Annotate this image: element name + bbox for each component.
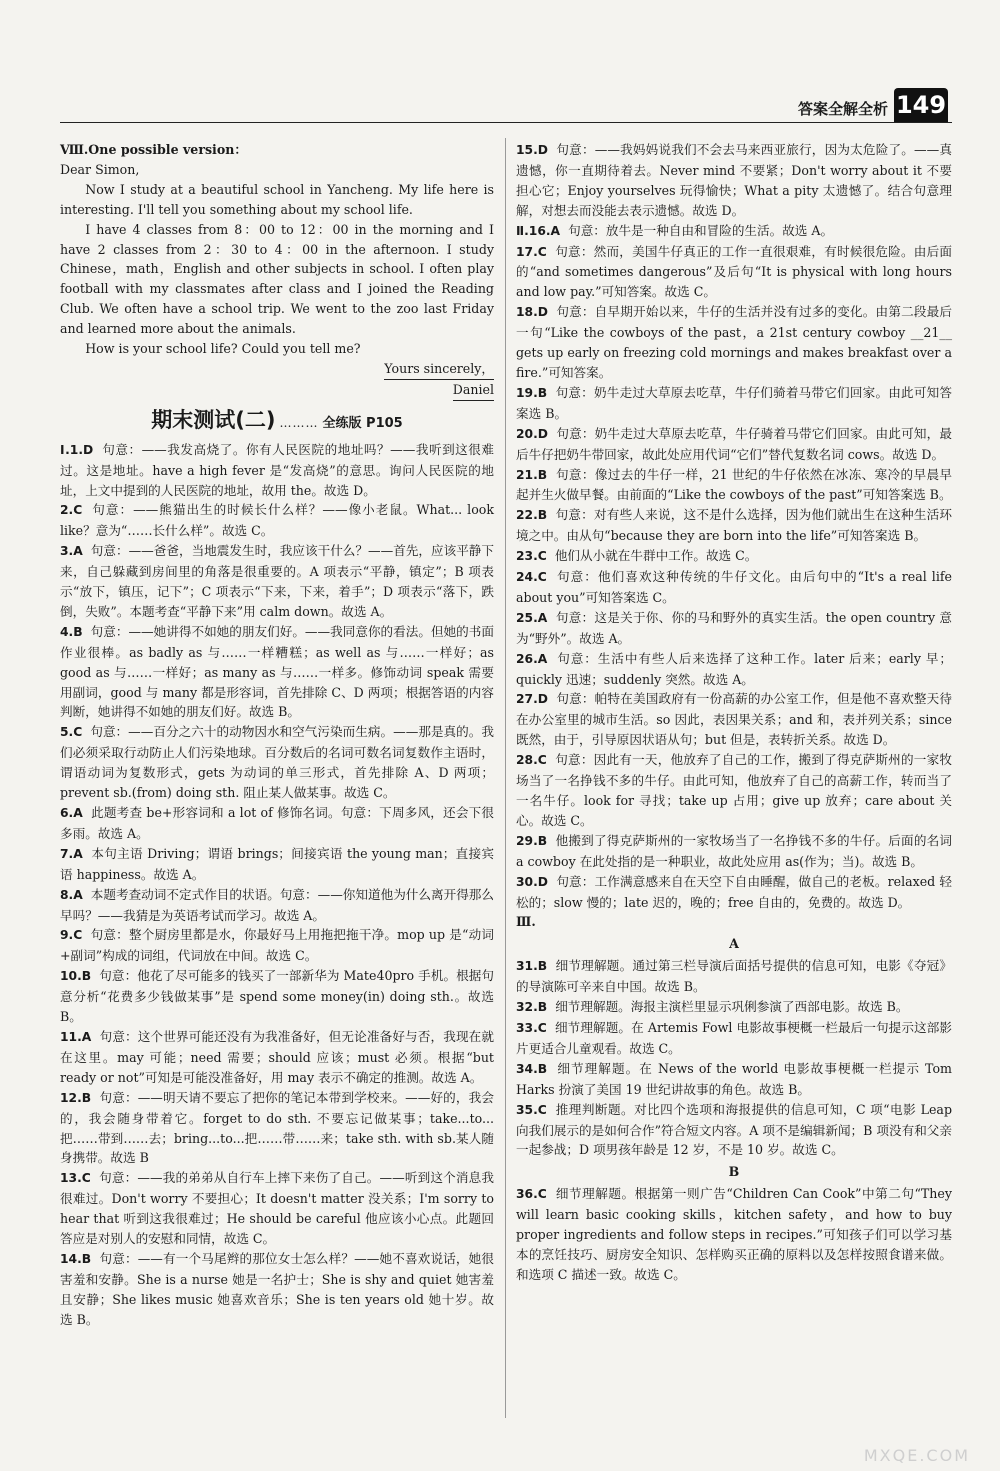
answer-list-part3b	[516, 1184, 952, 1285]
letter-greeting: Dear Simon,	[60, 161, 140, 177]
part3-label: Ⅲ.	[516, 914, 536, 930]
answer-item	[516, 1184, 952, 1285]
answer-item	[60, 622, 494, 723]
answer-number: 23.C	[516, 549, 547, 564]
answer-explanation: 细节理解题。在 News of the world 电影故事梗概一栏提示 Tom Harks 扮演了美国 19 世纪讲故事的角色。故选 B。	[516, 1060, 952, 1097]
answer-item	[516, 424, 952, 465]
answer-explanation: 句意：工作满意感来自在天空下自由睡醒，做自己的老板。relaxed 轻松的；slow 慢的；late 迟的，晚的；free 自由的，免费的。故选 D。	[516, 873, 952, 910]
answer-explanation: 句意：生活中有些人后来选择了这种工作。later 后来；early 早；quickly 迅速；suddenly 突然。故选 A。	[516, 650, 952, 687]
answer-explanation: 句意：——爸爸，当地震发生时，我应该干什么？——首先，应该平静下来，自己躲藏到房间里的角落是很重要的。A 项表示“平静，镇定”；B 项表示“放下，镇压，记下”；C 项表示“下来，下来，着手”；D 项表示“落下，跌倒，失败”。本题考查“平静下来”用 calm down。故选 A。	[60, 543, 495, 619]
answer-item	[60, 722, 494, 803]
answer-item	[516, 383, 952, 424]
answer-explanation: 本句主语 Driving；谓语 brings；间接宾语 the young man；直接宾语 happiness。故选 A。	[60, 845, 494, 882]
answer-explanation: 句意：自早期开始以来，牛仔的生活并没有过多的变化。由第二段最后一句“Like the cowboys of the past，a 21st century cowboy __21__ gets up early on freezing cold mornings and makes breakfast over a fire.”可知答案。	[516, 304, 952, 380]
answer-item	[60, 925, 494, 966]
letter-closing: Yours sincerely，	[60, 359, 494, 380]
answer-explanation: 本题考查动词不定式作目的状语。句意：——你知道他为什么离开得那么早吗？——我猜是为英语考试而学习。故选 A。	[60, 886, 495, 923]
answer-number: 21.B	[516, 467, 548, 482]
answer-number: 36.C	[516, 1187, 547, 1202]
left-column	[60, 140, 494, 1330]
answer-item	[60, 1249, 494, 1330]
answer-number: 35.C	[516, 1102, 547, 1117]
answer-number: 14.B	[60, 1251, 92, 1266]
answer-list-left	[60, 440, 494, 1330]
answer-number: 9.C	[60, 928, 83, 943]
answer-number: 26.A	[516, 651, 548, 666]
answer-explanation: 此题考查 be+形容词和 a lot of 修饰名词。句意：下周多风，还会下很多雨。故选 A。	[60, 805, 494, 841]
answer-number: 12.B	[60, 1090, 92, 1105]
right-column	[516, 140, 952, 1285]
answer-item	[516, 465, 952, 506]
watermark: MXQE.COM	[863, 1446, 970, 1465]
answer-item	[60, 844, 494, 885]
answer-item	[60, 803, 494, 844]
answer-number: 24.C	[516, 570, 547, 585]
answer-number: 20.D	[516, 426, 548, 441]
answer-number: 8.A	[60, 887, 83, 902]
letter-paragraph: How is your school life? Could you tell me?	[85, 341, 361, 357]
letter-signature: Daniel	[60, 380, 494, 401]
answer-item	[516, 872, 952, 913]
answer-explanation: 句意：他们喜欢这种传统的牛仔文化。由后句中的“It's a real life about you”可知答案选 C。	[516, 569, 952, 605]
answer-item	[60, 541, 494, 622]
answer-explanation: 细节理解题。海报主演栏里显示巩俐参演了西部电影。故选 B。	[555, 999, 909, 1015]
header-rule	[60, 122, 952, 123]
answer-number: 18.D	[516, 305, 548, 320]
answer-item	[516, 997, 952, 1018]
answer-number: 15.D	[516, 143, 548, 157]
answer-item	[516, 567, 952, 608]
answer-item	[60, 885, 494, 926]
answer-number: 3.A	[60, 544, 83, 559]
answer-explanation: 句意：——我发高烧了。你有人民医院的地址吗？——我听到这很难过。这是地址。have a high fever 是“发高烧”的意思。询问人民医院的地址，上文中提到的人民医院的地址，故用 the。故选 D。	[60, 441, 494, 498]
answer-list-part3a	[516, 956, 952, 1160]
answer-explanation: 句意：——有一个马尾辫的那位女士怎么样？——她不喜欢说话，她很害羞和安静。She is a nurse 她是一名护士；She is shy and quiet 她害羞且安静；She likes music 她喜欢音乐；She is ten years old 她十岁。故选 B。	[60, 1250, 495, 1327]
answer-explanation: 句意：——她讲得不如她的朋友们好。——我同意你的看法。但她的书面作业很棒。as badly as 与……一样糟糕；as well as 与……一样好；as good as 与……一样好；as many as 与……一样多。修饰动词 speak 需要用副词，good 与 many 都是形容词，首先排除 C、D 两项；根据答语的内容判断，她讲得不如她的朋友们好。故选 B。	[60, 623, 494, 720]
answer-explanation: 细节理解题。通过第三栏导演后面括号提供的信息可知，电影《夺冠》的导演陈可辛来自中国。故选 B。	[516, 958, 953, 995]
answer-explanation: 他们从小就在牛群中工作。故选 C。	[554, 548, 758, 564]
answer-item	[60, 500, 494, 541]
passage-letter-b: B	[728, 1164, 740, 1180]
answer-number: 2.C	[60, 503, 83, 518]
answer-number: 29.B	[516, 833, 548, 848]
answer-number: 30.D	[516, 874, 548, 889]
header-title: 答案全解全析	[797, 100, 888, 118]
answer-number: 25.A	[516, 610, 548, 625]
section-dots: ………	[279, 415, 319, 430]
answer-explanation: 句意：他花了尽可能多的钱买了一部新华为 Mate40pro 手机。根据句意分析“花费多少钱做某事”是 spend some money(in) doing sth.。故选 B。	[60, 968, 494, 1025]
letter-paragraph: Now I study at a beautiful school in Yancheng. My life here is interesting. I'll tell you something about my school life.	[60, 181, 494, 217]
answer-item	[60, 440, 494, 501]
answer-number: 4.B	[60, 624, 83, 639]
section-reference: 全练版 P105	[322, 415, 403, 431]
answer-item	[516, 1018, 952, 1059]
answer-explanation: 句意：这个世界可能还没有为我准备好，但无论准备好与否，我现在就在这里。may 可能；need 需要；should 应该；must 必须。根据“but ready or not”可知是可能没准备好，用 may 表示不确定的推测。故选 A。	[60, 1028, 494, 1085]
answer-item	[516, 505, 952, 546]
answer-number: 5.C	[60, 725, 83, 740]
answer-item	[516, 1059, 952, 1100]
answer-explanation: 句意：奶牛走过大草原去吃草，牛仔骑着马带它们回家。由此可知，最后牛仔把奶牛带回家，故此处应用代词“它们”替代复数名词 cows。故选 D。	[516, 425, 952, 462]
answer-explanation: 句意：——我妈妈说我们不会去马来西亚旅行，因为太危险了。——真遗憾，你一直期待着去。Never mind 不要紧；Don't worry about it 不要担心它；Enjoy yourselves 玩得愉快；What a pity 太遗憾了。结合句意理解，对想去而没能去表示遗憾。故选 D。	[516, 142, 953, 218]
answer-number: 11.A	[60, 1029, 92, 1044]
answer-item	[60, 966, 494, 1027]
answer-item	[60, 1088, 494, 1169]
answer-number: 28.C	[516, 753, 547, 768]
answer-number: 17.C	[516, 244, 547, 259]
answer-explanation: 细节理解题。在 Artemis Fowl 电影故事梗概一栏最后一句提示这部影片更适合儿童观看。故选 C。	[516, 1019, 952, 1056]
page-number-badge: 149	[894, 88, 948, 122]
answer-explanation: 细节理解题。根据第一则广告“Children Can Cook”中第二句“They will learn basic cooking skills，kitchen safety，and how to buy proper ingredients and follow steps in recipes.”可知孩子们可以学习基本的烹饪技巧、厨房安全知识、怎样购买正确的原料以及怎样按照食谱来做。和选项 C 描述一致。故选 C。	[516, 1186, 952, 1282]
answer-item	[516, 750, 952, 831]
answer-number: 27.D	[516, 692, 548, 707]
answer-explanation: 句意：奶牛走过大草原去吃草，牛仔们骑着马带它们回家。由此可知答案选 B。	[516, 384, 953, 421]
answer-item	[516, 1100, 952, 1161]
answer-explanation: 他搬到了得克萨斯州的一家牧场当了一名挣钱不多的牛仔。后面的名词 a cowboy 在此处指的是一种职业，故此处应用 as(作为；当)。故选 B。	[516, 832, 953, 869]
answer-explanation: 句意：整个厨房里都是水，你最好马上用拖把拖干净。mop up 是“动词+副词”构成的词组，代词放在中间。故选 C。	[60, 927, 495, 964]
answer-item	[516, 221, 952, 242]
answer-number: 22.B	[516, 508, 548, 523]
answer-item	[516, 546, 952, 567]
answer-item	[516, 140, 952, 221]
answer-number: 33.C	[516, 1020, 547, 1035]
answer-item	[60, 1168, 494, 1249]
answer-explanation: 句意：帕特在美国政府有一份高薪的办公室工作，但是他不喜欢整天待在办公室里的城市生活。so 因此，表因果关系；and 和，表并列关系；since 既然，由于，引导原因状语从句；but 但是，表转折关系。故选 D。	[516, 691, 952, 748]
answer-explanation: 句意：——明天请不要忘了把你的笔记本带到学校来。——好的，我会的，我会随身带着它。forget to do sth. 不要忘记做某事；take...to...把……带到……去；bring...to...把……带……来；take sth. with sb.某人随身携带。故选 B	[60, 1089, 495, 1166]
answer-item	[516, 649, 952, 690]
answer-item	[516, 831, 952, 872]
answer-explanation: 句意：对有些人来说，这不是什么选择，因为他们就出生在这种生活环境之中。由从句“because they are born into the life”可知答案选 B。	[516, 507, 953, 544]
answer-explanation: 句意：——我的弟弟从自行车上摔下来伤了自己。——听到这个消息我很难过。Don't worry 不要担心；It doesn't matter 没关系；I'm sorry to hear that 听到这我很难过；He should be careful 他应该小心点。此题回答应是对别人的安慰和同情，故选 C。	[60, 1170, 494, 1247]
answer-number: 32.B	[516, 1000, 548, 1015]
answer-item	[516, 608, 952, 649]
answer-item	[516, 956, 952, 997]
composition-heading: Ⅷ.One possible version：	[60, 142, 247, 157]
answer-explanation: 句意：这是关于你、你的马和野外的真实生活。the open country 意为“野外”。故选 A。	[516, 609, 952, 646]
answer-explanation: 句意：——百分之六十的动物因水和空气污染而生病。——那是真的。我们必须采取行动防止人们污染地球。百分数后的名词可数名词复数作主语时，谓语动词为复数形式，gets 为动词的单三形式，首先排除 A、D 两项；prevent sb.(from) doing sth. 阻止某人做某事。故选 C。	[60, 724, 495, 801]
answer-number: 19.B	[516, 385, 548, 400]
column-divider	[505, 138, 506, 1418]
passage-letter-a: A	[729, 936, 739, 952]
answer-number: Ⅱ.16.A	[516, 223, 561, 238]
answer-number: 34.B	[516, 1061, 548, 1076]
answer-number: 6.A	[60, 806, 83, 820]
answer-number: 10.B	[60, 969, 92, 984]
answer-explanation: 句意：像过去的牛仔一样，21 世纪的牛仔依然在冰冻、寒冷的早晨早起并生火做早餐。由前面的“Like the cowboys of the past”可知答案选 B。	[516, 466, 953, 503]
answer-number: 13.C	[60, 1171, 91, 1186]
section-heading	[60, 407, 494, 434]
answer-explanation: 句意：因此有一天，他放弃了自己的工作，搬到了得克萨斯州的一家牧场当了一名挣钱不多的牛仔。由此可知，他放弃了自己的高薪工作，转而当了一名牛仔。look for 寻找；take up 占用；give up 放弃；care about 关心。故选 C。	[516, 752, 952, 828]
answer-number: 31.B	[516, 959, 548, 974]
answer-explanation: 句意：——熊猫出生的时候长什么样？——像小老鼠。What... look like？意为“……长什么样”。故选 C。	[60, 502, 494, 539]
answer-item	[60, 1027, 494, 1088]
answer-item	[516, 302, 952, 383]
answer-list-right	[516, 140, 952, 912]
letter-paragraph: I have 4 classes from 8：00 to 12：00 in the morning and I have 2 classes from 2：30 to 4：00 in the afternoon. I study Chinese，math，English and other subjects in school. I often play football with my classmates after class and I joined the Reading Club. We often have a school trip. We went to the zoo last Friday and learned more about the animals.	[60, 221, 494, 337]
answer-explanation: 句意：然而，美国牛仔真正的工作一直很艰难，有时候很危险。由后面的“and sometimes dangerous”及后句“It is physical with long hours and low pay.”可知答案。故选 C。	[516, 243, 952, 300]
answer-item	[516, 689, 952, 750]
answer-number: 7.A	[60, 846, 83, 861]
section-title: 期末测试(二)	[151, 407, 276, 432]
answer-number: Ⅰ.1.D	[60, 442, 94, 457]
answer-explanation: 句意：放牛是一种自由和冒险的生活。故选 A。	[568, 222, 834, 238]
answer-item	[516, 242, 952, 303]
answer-explanation: 推理判断题。对比四个选项和海报提供的信息可知，C 项“电影 Leap 向我们展示的是如何合作”符合短文内容。A 项不是编辑新闻；B 项没有和父亲一起参战；D 项男孩年龄是 12 岁，不是 10 岁。故选 C。	[516, 1101, 952, 1158]
